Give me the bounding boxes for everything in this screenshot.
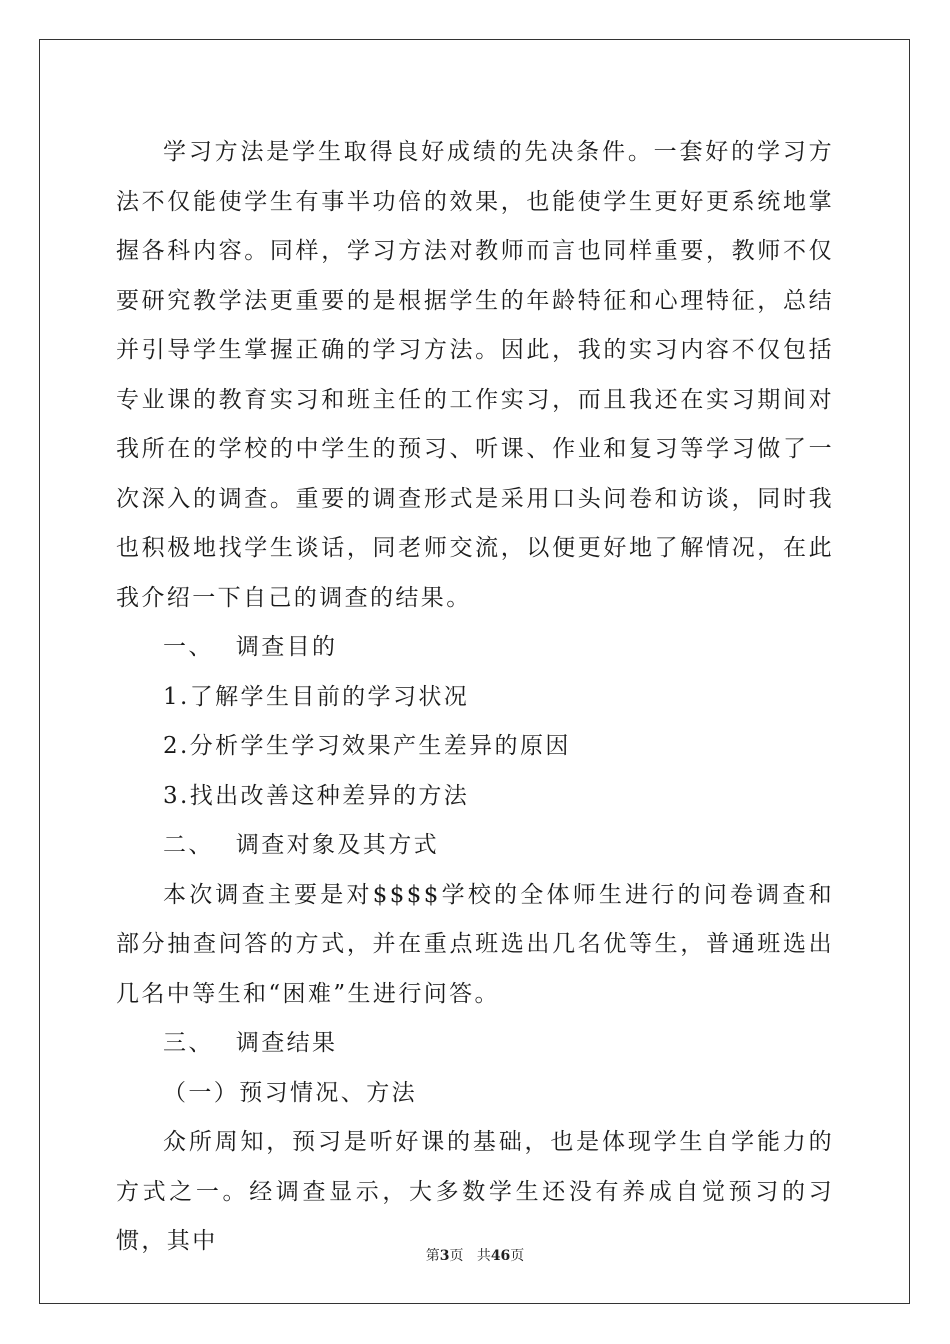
paragraph-method: 本次调查主要是对$$$$学校的全体师生进行的问卷调查和部分抽查问答的方式，并在重点班选出几名优等生，普通班选出几名中等生和“困难”生进行问答。 — [116, 881, 834, 1007]
section-title: 调查目的 — [235, 634, 338, 660]
subsection-heading: （一）预习情况、方法 — [163, 1079, 417, 1106]
section-number: 二、 — [163, 832, 214, 858]
list-item: 3.找出改善这种差异的方法 — [163, 782, 470, 809]
total-pages: 46 — [490, 1248, 511, 1264]
total-prefix: 共 — [476, 1248, 491, 1264]
document-body — [116, 128, 834, 1267]
section-title: 调查结果 — [235, 1030, 338, 1056]
page-prefix: 第 — [425, 1248, 440, 1264]
section-heading-3 — [116, 1019, 834, 1069]
total-suffix: 页 — [510, 1248, 525, 1264]
section-heading-1 — [116, 623, 834, 673]
section-number: 三、 — [163, 1030, 214, 1056]
page-suffix: 页 — [449, 1248, 464, 1264]
page-number: 3 — [439, 1248, 450, 1264]
paragraph-preview: 众所周知，预习是听好课的基础，也是体现学生自学能力的方式之一。经调查显示，大多数学生还没有养成自觉预习的习惯，其中 — [116, 1129, 834, 1254]
section-number: 一、 — [163, 634, 214, 660]
section-title: 调查对象及其方式 — [235, 832, 440, 858]
list-item: 1.了解学生目前的学习状况 — [163, 683, 470, 710]
list-item: 2.分析学生学习效果产生差异的原因 — [163, 733, 571, 759]
page-footer — [0, 1247, 950, 1265]
paragraph-intro: 学习方法是学生取得良好成绩的先决条件。一套好的学习方法不仅能使学生有事半功倍的效果，也能使学生更好更系统地掌握各科内容。同样，学习方法对教师而言也同样重要，教师不仅要研究教学法更重要的是根据学生的年龄特征和心理特征，总结并引导学生掌握正确的学习方法。因此，我的实习内容不仅包括专业课的教育实习和班主任的工作实习，而且我还在实习期间对我所在的学校的中学生的预习、听课、作业和复习等学习做了一次深入的调查。重要的调查形式是采用口头问卷和访谈，同时我也积极地找学生谈话，同老师交流，以便更好地了解情况，在此我介绍一下自己的调查的结果。 — [116, 139, 834, 611]
section-heading-2 — [116, 821, 834, 871]
